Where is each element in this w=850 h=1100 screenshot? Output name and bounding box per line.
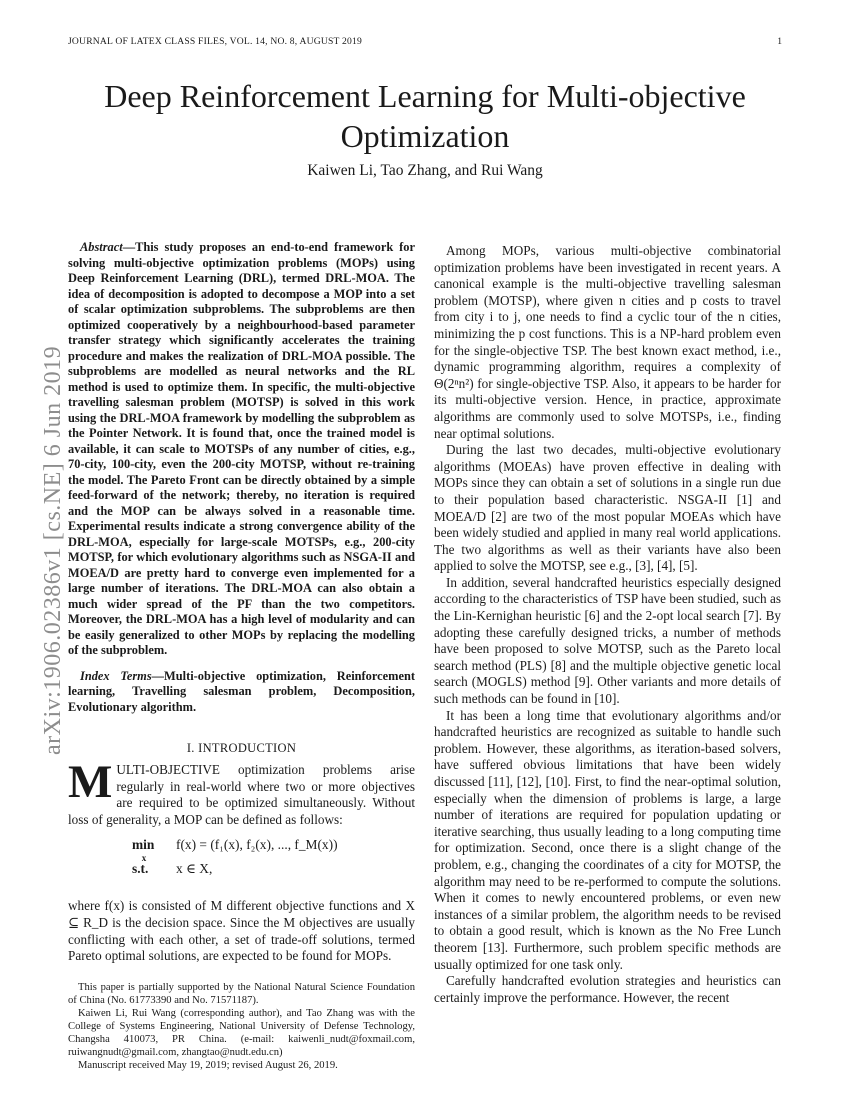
footnote-affiliation: Kaiwen Li, Rui Wang (corresponding author), and Tao Zhang was with the College of Systems Engineering, National University of Defense Technology, Changsha 410073, PR China. (e-mail: kaiwenli_nudt@foxmail.com, ruiwangnudt@gmail.com, zhangtao@nudt.edu.cn) (68, 1007, 415, 1058)
equation-min: min x (132, 837, 155, 864)
paper-title: Deep Reinforcement Learning for Multi-objective Optimization (104, 78, 746, 154)
right-paragraph-3: In addition, several handcrafted heuristics especially designed according to the characteristics of TSP have been studied, such as the Lin-Kernighan heuristic [6] and the 2-opt local search [7]. By adopting these carefully designed tricks, a number of methods have been proposed to solve MOTSP, such as the Pareto local search method (PLS) [8] and the multiple objective genetic local search (MOGLS) method [9]. Other variants and more details of such methods can be found in [10]. (434, 574, 781, 707)
drop-cap: M (68, 756, 113, 808)
right-paragraph-4: It has been a long time that evolutionary algorithms and/or handcrafted heuristics are recognized as suitable to handle such problem. However, these algorithms, as iteration-based solvers, have suffered obvious limitations that have been widely discussed [11], [12], [10]. First, to find the near-optimal solution, especially when the dimension of problems is large, a large number of iterations are required for population updating or iterative searching, thus usually leading to a long computing time for optimization. Second, once there is a slight change of the problem, e.g., changing the coordinates of a city for MOTSP, the algorithm may need to be re-performed to compute the solutions. When it comes to newly encountered problems, or even new instances of a similar problem, the algorithm needs to be revised to obtain a good result, which is known as the No Free Lunch theorem [13]. Furthermore, such problem specific methods are usually optimized for one task only. (434, 707, 781, 972)
abstract (68, 240, 415, 659)
left-column (68, 240, 415, 1072)
right-column (434, 240, 781, 1006)
abstract-text: —This study proposes an end-to-end framework for solving multi-objective optimization problems (MOPs) using Deep Reinforcement Learning (DRL), termed DRL-MOA. The idea of decomposition is adopted to decompose a MOP into a set of scalar optimization subproblems. The subproblems are then optimized cooperatively by a neighbourhood-based parameter transfer strategy which significantly accelerates the training procedure and makes the realization of DRL-MOA possible. The subproblems are modelled as neural networks and the RL method is used to optimize them. In specific, the multi-objective travelling salesman problem (MOTSP) is solved in this work using the DRL-MOA framework by modelling the subproblem as the Pointer Network. It is found that, once the trained model is available, it can scale to MOTSPs of any number of cities, e.g., 70-city, 100-city, even the 200-city MOTSP, without re-training the model. The Pareto Front can be directly obtained by a simple feed-forward of the network; thereby, no iteration is required and the MOP can be always solved in a reasonable time. Experimental results indicate a strong convergence ability of the DRL-MOA, especially for large-scale MOTSPs, e.g., 200-city MOTSP, for which evolutionary algorithms such as NSGA-II and MOEA/D are pretty hard to converge even implemented for a large number of iterations. The DRL-MOA can also obtain a much wider spread of the PF than the two competitors. Moreover, the DRL-MOA has a high level of modularity and can be easily generalized to other MOPs by replacing the modelling of the subproblem. (68, 240, 415, 657)
section-heading-introduction: I. INTRODUCTION (186, 741, 297, 755)
right-paragraph-1: Among MOPs, various multi-objective combinatorial optimization problems have been investigated in recent years. A canonical example is the multi-objective travelling salesman problem (MOTSP), where given n cities and p costs to travel from city i to j, one needs to find a cyclic tour of the n cities, minimizing the p cost functions. This is a NP-hard problem even for the single-objective TSP. The best known exact method, i.e., dynamic programming algorithm, requires a complexity of Θ(2ⁿn²) for single-objective TSP. Also, it appears to be harder for its multi-objective version. Hence, in practice, approximate algorithms are commonly used to solve MOTSPs, i.e., finding near optimal solutions. (434, 243, 781, 441)
equation-line-constraint (132, 860, 415, 884)
intro-paragraph-1-text: ULTI-OBJECTIVE optimization problems arise regularly in real-world where two or more objectives are required to be optimized simultaneously. Without loss of generality, a MOP can be defined as follows: (68, 762, 415, 827)
abstract-label: Abstract (80, 240, 123, 254)
page-number: 1 (777, 36, 782, 47)
arxiv-stamp (0, 0, 66, 1100)
intro-paragraph-2: where f(x) is consisted of M different objective functions and X ⊆ R_D is the decision space. Since the M objectives are usually conflicting with each other, a set of trade-off solutions, termed Pareto optimal solutions, are expected to be found for MOPs. (68, 898, 415, 964)
index-terms (68, 669, 415, 716)
equation-line-objective (132, 836, 415, 864)
equation-constraint-rhs: x ∈ X, (176, 861, 213, 877)
footnote-manuscript-dates: Manuscript received May 19, 2019; revised August 26, 2019. (78, 1059, 338, 1071)
index-terms-label: Index Terms (80, 668, 152, 683)
mop-equation (68, 836, 415, 884)
author-list: Kaiwen Li, Tao Zhang, and Rui Wang (307, 162, 543, 179)
right-paragraph-2: During the last two decades, multi-objective evolutionary algorithms (MOEAs) have proven effective in dealing with MOPs since they can obtain a set of solutions in a single run due to their population based characteristic. NSGA-II [1] and MOEA/D [2] are two of the most popular MOEAs which have been widely studied and applied in many real world applications. The two algorithms as well as their variants have also been applied to solve the MOTSP, see e.g., [3], [4], [5]. (434, 442, 781, 574)
equation-st: s.t. (132, 861, 149, 877)
arxiv-stamp-text: arXiv:1906.02386v1 [cs.NE] 6 Jun 2019 (40, 345, 66, 755)
footnotes (68, 981, 415, 1072)
equation-objective-rhs: f(x) = (f₁(x), f₂(x), ..., f_M(x)) (176, 837, 338, 853)
equation-min-subscript: x (141, 853, 147, 864)
footnote-funding: This paper is partially supported by the National Natural Science Foundation of China (No. 61773390 and No. 71571187). (68, 981, 415, 1006)
right-paragraph-5: Carefully handcrafted evolution strategies and heuristics can certainly improve the performance. However, the recent (434, 973, 781, 1005)
index-terms-text: —Multi-objective optimization, Reinforcement learning, Travelling salesman problem, Decomposition, Evolutionary algorithm. (68, 668, 415, 714)
running-header: JOURNAL OF L⁠ATEX CLASS FILES, VOL. 14, NO. 8, AUGUST 2019 (68, 36, 362, 47)
intro-paragraph-1 (68, 756, 415, 828)
